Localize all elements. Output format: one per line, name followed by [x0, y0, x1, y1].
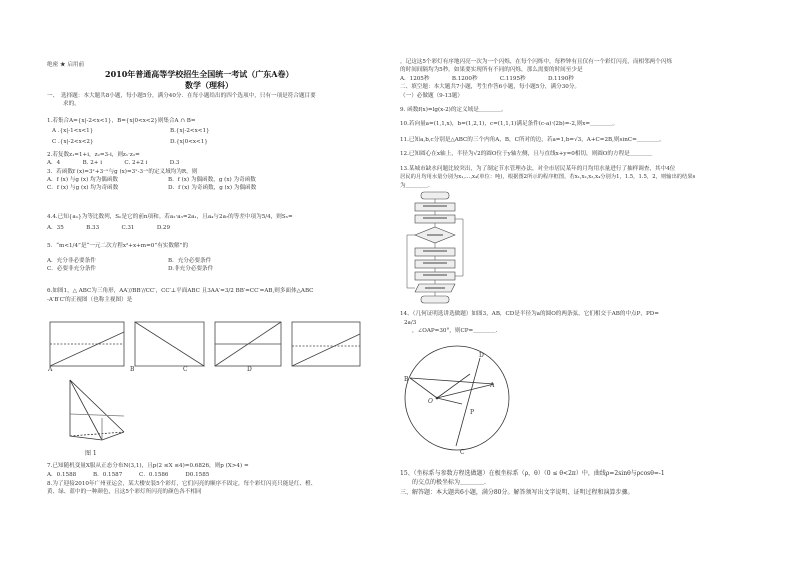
- q6-figure-1: [62, 376, 132, 448]
- q5-option-b: B．充分必要条件: [168, 258, 212, 264]
- exam-title: 2010年普通高等学校招生全国统一考试（广东A卷）: [105, 69, 294, 79]
- q5-option-a: A．充分非必要条件: [47, 258, 96, 264]
- question-3: 3．若函数f (x)=3ˣ+3⁻ˣ与g (x)=3ˣ-3⁻ˣ的定义域均为R，则: [47, 169, 198, 175]
- question-7: 7.已知随机变量X服从正态分布N(3,1)，且p(2 ≤X ≤4)=0.6826，则p (X>4) =: [47, 463, 249, 469]
- q8-options: A．1205秒 B.1200秒 C.1195秒 D.1190秒: [400, 76, 574, 82]
- q2-options: A．4 B. 2+ i C. 2+2 i D.3: [47, 160, 180, 166]
- q14-label-o: O: [428, 398, 433, 405]
- q7-options: A．0.1588 B．0.1587 C．0.1586 D0.1585: [47, 472, 210, 478]
- q6-option-figures: [47, 314, 367, 374]
- q14-circle-figure: [402, 340, 514, 452]
- exam-subtitle: 数学（理科）: [185, 80, 233, 90]
- question-2: 2.若复数z₁=1+i，z₂=3-i，则z₁·z₂=: [47, 152, 140, 158]
- q14-label-b: B: [404, 376, 409, 383]
- q8-continued-1: 。记这这5个彩灯有序地闪亮一次为一个闪烁，在每个闪烁中，每秒钟有且仅有一个彩灯闪亮，而相邻两个闪烁: [400, 59, 673, 65]
- question-15-cont: 的交点的极坐标为＿＿＿＿.: [412, 479, 486, 486]
- section1-intro-2: 求的。: [63, 101, 80, 107]
- q14-label-c: C: [460, 449, 465, 456]
- figure-1-caption: 图 1: [85, 450, 97, 457]
- q3-option-b: B．f (x) 为偶函数，g (x) 为奇函数: [168, 177, 256, 183]
- q5-option-c: C．必要非充分条件: [47, 266, 97, 272]
- q13-flowchart: [403, 190, 469, 305]
- q5-option-d: D.非充分必要条件: [168, 266, 214, 272]
- section1-intro: 一、 选择题：本大题共8小题，每小题5分，满分40分．在每小题给出的四个选项中，只有一项是符合题目要: [47, 93, 316, 99]
- q6-label-a: A: [48, 366, 53, 373]
- question-4: 4.4.已知{aₙ}为等比数列，Sₙ是它的前n项和。若a₂·a₃=2a₁，且a₄与2a₇的等差中项为5/4，则S₅=: [47, 214, 293, 220]
- question-9: 9. 函数f(x)=lg(x-2)的定义域是＿＿＿＿。: [400, 107, 507, 113]
- question-14-cont: ，∠OAP=30°，则CP=＿＿＿＿.: [412, 328, 498, 334]
- question-8: 8.为了迎接2010年广州亚运会，某大楼安装5个彩灯，它们闪亮的顺序不固定，每个彩灯闪亮只能是红、橙、: [47, 481, 317, 487]
- q8-continued-2: 的时间间隔均为5秒。如果要实现所有不同的闪烁，那么需要的时间至少是: [400, 67, 583, 73]
- question-14: 14、（几何证明选讲选做题）如图3，AB，CD是半径为a的圆O的两条弦，它们相交于AB的中点P，PD=: [400, 311, 659, 317]
- question-10: 10.若向量a=(1,1,x)，b=(1,2,1)，c=(1,1,1)满足条件(c-a)·(2b)=-2,则x=＿＿＿＿。: [400, 121, 619, 127]
- q1-option-a: A .{x|-1<x<1}: [52, 128, 94, 134]
- question-5: 5．“m<1/4”是“一元二次方程x²+x+m=0”有实数解”的: [47, 243, 189, 249]
- q1-option-b: B.{x|-2<x<1}: [170, 128, 210, 134]
- question-15: 15、（坐标系与参数方程选做题）在极坐标系（ρ，θ）（0 ≤ θ<2π）中，曲线ρ=2sinθ与ρcosθ=-1: [400, 470, 665, 477]
- question-11: 11.已知a,b,c分别是△ABC的三个内角A，B，C所对的边，若a=1,b=√3，A+C=2B,则sinC=＿＿＿＿。: [400, 137, 665, 143]
- section2-intro: 二、填空题：本大题共7小题，考生作答6小题，每小题5分，满分30分。: [400, 84, 581, 90]
- q14-fraction: 2a/3: [404, 320, 417, 326]
- q3-option-c: C．f (x) 与g (x) 均为奇函数: [47, 185, 119, 191]
- q14-label-p: P: [470, 409, 475, 416]
- question-13-cont: 居民的月均用水量分别为x₁,…,x₄(单位：吨)，根据图2所示的程序框图，若x₁,x₂,x₃,x₄分别为1，1.5，1.5，2，则输出的结果s: [400, 174, 696, 180]
- q6-label-d: D: [247, 366, 252, 373]
- question-1: 1.若集合A={x|-2<x<1}，B={x|0<x<2}则集合A ∩ B=: [47, 118, 196, 124]
- q1-option-d: D.{x|0<x<1}: [170, 139, 208, 145]
- question-13: 13.某城市缺水问题比较突出，为了制定节水管理办法，对全市居民某年的月均用水量进行了抽样调查，其中4位: [400, 166, 676, 172]
- question-6: 6.如图1，△ ABC为三角形，AA′//BB′//CC′，CC′⊥平面ABC 且3AA′=3/2 BB′=CC′=AB,则多面体△ABC: [47, 288, 314, 294]
- question-8-cont: 黄、绿、蓝中的一种颜色，且这5个彩灯所闪亮的颜色各不相同: [47, 489, 202, 495]
- q6-label-c: C: [183, 366, 188, 373]
- q4-options: A．35 B.33 C.31 D.29: [47, 225, 171, 231]
- section2-sub: （一）必做题（9-13题）: [400, 93, 463, 99]
- secret-label: 绝密 ★ 启用前: [47, 62, 85, 68]
- q3-option-a: A．f (x) 与g (x) 均为偶函数: [47, 177, 118, 183]
- question-12: 12.已知圆心在x轴上，半径为√2的圆O位于y轴左侧，且与直线x+y=0相切，则圆O的方程是＿＿＿＿: [400, 151, 653, 157]
- q1-option-c: C .{x|-2<x<2}: [52, 139, 94, 145]
- question-6-cont: -A′B′C′的正视图（也称主视图）是: [47, 297, 133, 303]
- q14-label-a: A: [490, 382, 495, 389]
- q6-label-b: B: [130, 366, 135, 373]
- q3-option-d: D．f (x) 为奇函数，g (x) 为偶函数: [168, 185, 257, 191]
- q14-label-d: D: [479, 352, 484, 359]
- question-13-cont-2: 为＿＿＿＿.: [400, 183, 430, 189]
- section3-intro: 三、解答题：本大题共6小题，满分80分。解答须写出文字说明、证明过程和演算步骤。: [400, 489, 634, 496]
